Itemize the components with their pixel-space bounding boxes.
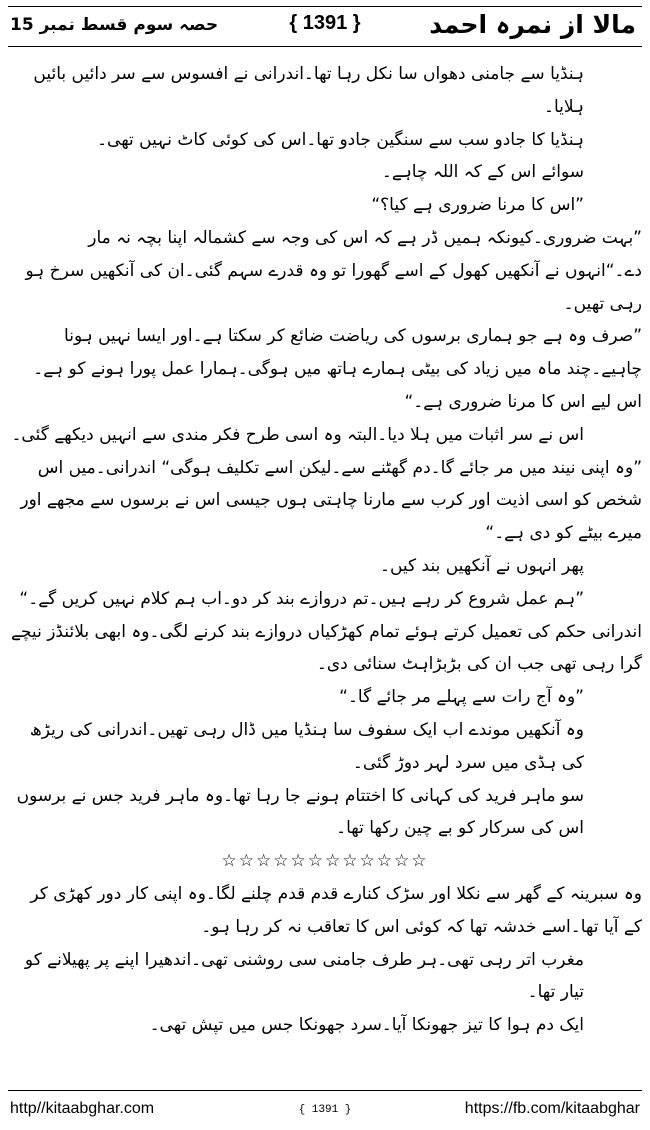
paragraph: وہ سبرینہ کے گھر سے نکلا اور سڑک کنارے قدم قدم چلنے لگا۔وہ اپنی کار دور کھڑی کر کے آیا تھا۔اسے خدشہ تھا کہ کوئی اس کا تعاقب نہ کر رہا ہو۔ [30, 883, 642, 937]
paragraph: ”بہت ضروری۔کیونکہ ہمیں ڈر ہے کہ اس کی وجہ سے کشمالہ اپنا بچہ نہ مار دے۔“انہوں نے آنکھیں کھول کے اسے گھورا تو وہ قدرے سہم گئی۔ان کی آنکھیں سرخ ہو رہی تھیں۔ [25, 227, 642, 314]
website-link[interactable]: http//kitaabghar.com [10, 1100, 155, 1117]
paragraph: پھر انہوں نے آنکھیں بند کیں۔ [380, 555, 584, 576]
paragraph: اندرانی حکم کی تعمیل کرتے ہوئے تمام کھڑکیاں دروازے بند کرنے لگی۔وہ ابھی بلائنڈز نیچے گرا رہی تھی جب ان کی بڑبڑاہٹ سنائی دی۔ [11, 621, 642, 675]
book-title: مالا از نمرہ احمد [429, 10, 636, 39]
section-divider-stars: ☆☆☆☆☆☆☆☆☆☆☆☆ [221, 851, 429, 872]
header-page-number: { 1391 } [289, 12, 361, 34]
paragraph: ہنڈیا سے جامنی دھواں سا نکل رہا تھا۔اندرانی نے افسوس سے سر دائیں بائیں ہلایا۔ [33, 64, 584, 117]
paragraph: مغرب اتر رہی تھی۔ہر طرف جامنی سی روشنی تھی۔اندھیرا اپنے پر پھیلانے کو تیار تھا۔ [24, 949, 584, 1003]
page-header [0, 0, 650, 50]
facebook-link[interactable]: https://fb.com/kitaabghar [464, 1100, 640, 1117]
paragraph: ”صرف وہ ہے جو ہماری برسوں کی ریاضت ضائع کر سکتا ہے۔اور ایسا نہیں ہونا چاہیے۔چند ماہ میں زیاد کی بیٹی ہمارے ہاتھ میں ہوگی۔ہمارا عمل پورا ہونے کو ہے۔اس لیے اس کا مرنا ضروری ہے۔“ [33, 326, 642, 412]
part-label: حصہ سوم قسط نمبر 15 [10, 15, 219, 35]
paragraph: ایک دم ہوا کا تیز جھونکا آیا۔سرد جھونکا جس میں تپش تھی۔ [149, 1015, 584, 1036]
paragraph: ”وہ آج رات سے پہلے مر جائے گا۔“ [339, 687, 584, 708]
paragraph: ”وہ اپنی نیند میں مر جائے گا۔دم گھٹنے سے۔لیکن اسے تکلیف ہوگی“ اندرانی۔میں اس شخص کو اسی اذیت اور کرب سے مارنا چاہتی ہوں جیسی اس نے برسوں سے مجھے اور میرے بیٹے کو دی ہے۔“ [20, 457, 642, 544]
paragraph: ”ہم عمل شروع کر رہے ہیں۔تم دروازے بند کر دو۔اب ہم کلام نہیں کریں گے۔“ [19, 588, 584, 609]
header-bottom-rule [8, 46, 642, 47]
footer-rule [8, 1090, 642, 1091]
header-top-rule [8, 6, 642, 7]
page-body [8, 58, 642, 1086]
page-footer [0, 1090, 650, 1130]
paragraph: وہ آنکھیں موندے اب ایک سفوف سا ہنڈیا میں ڈال رہی تھیں۔اندرانی کی ریڑھ کی ہڈی میں سرد لہر دوڑ گئی۔ [29, 719, 584, 773]
paragraph: سوائے اس کے کہ اللہ چاہے۔ [381, 162, 584, 183]
paragraph: اس نے سر اثبات میں ہلا دیا۔البتہ وہ اسی طرح فکر مندی سے انہیں دیکھے گئی۔ [11, 424, 584, 445]
footer-page-number: { 1391 } [298, 1104, 352, 1116]
paragraph: ”اس کا مرنا ضروری ہے کیا؟“ [371, 195, 584, 216]
paragraph: سو ماہر فرید کی کہانی کا اختتام ہونے جا رہا تھا۔وہ ماہر فرید جس نے برسوں اس کی سرکار کو بے چین رکھا تھا۔ [16, 785, 584, 839]
paragraph: ہنڈیا کا جادو سب سے سنگین جادو تھا۔اس کی کوئی کاٹ نہیں تھی۔ [97, 129, 584, 150]
